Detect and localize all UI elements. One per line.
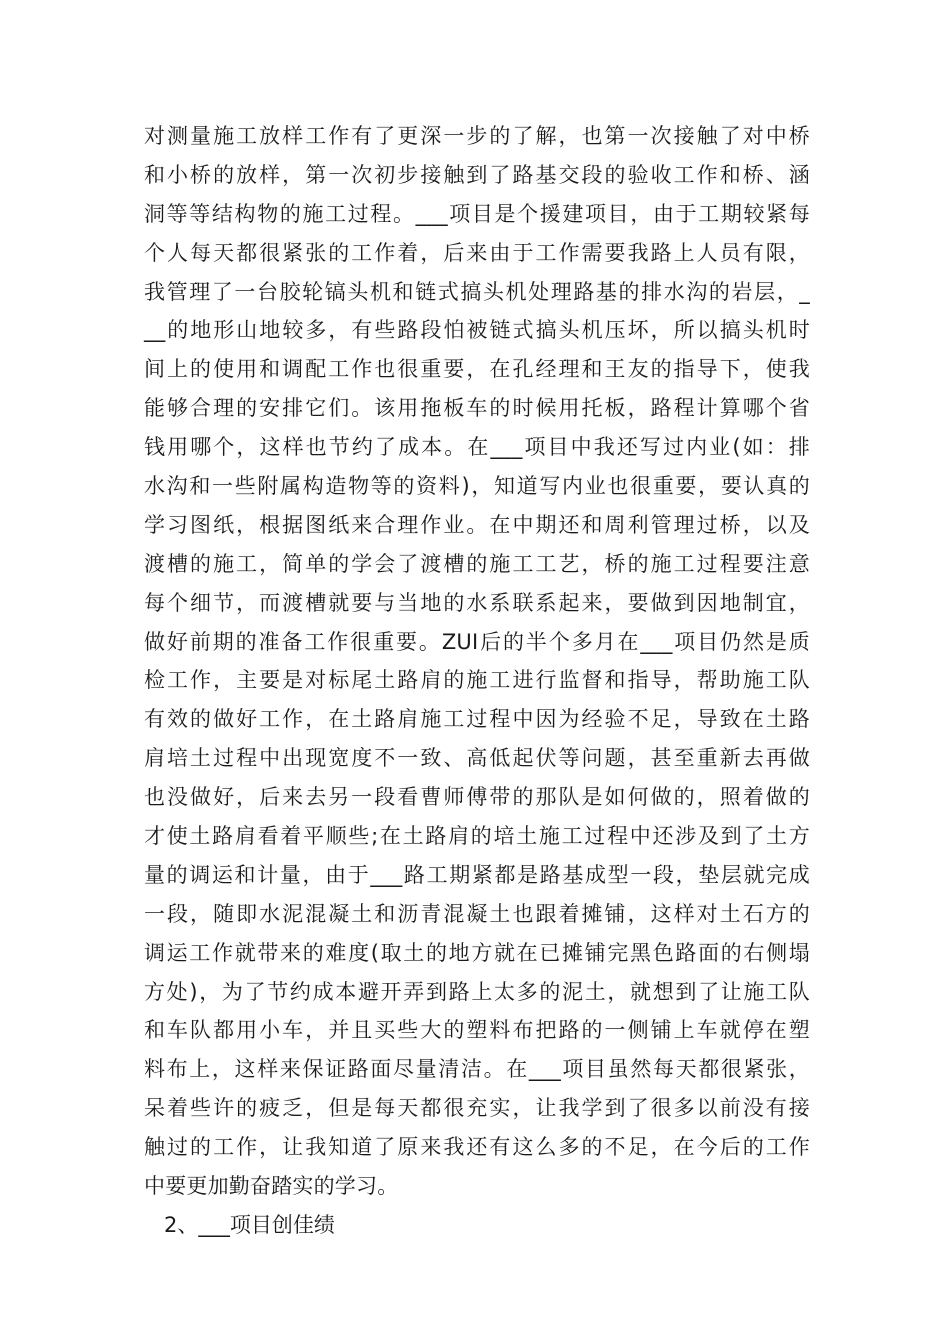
paragraph-line: 肩培土过程中出现宽度不一致、高低起伏等问题，甚至重新去再做 [144,746,810,771]
paragraph-line: 洞等等结构物的施工过程。___项目是个援建项目，由于工期较紧每 [144,201,810,226]
paragraph-line: 中要更加勤奋踏实的学习。 [144,1174,399,1199]
paragraph-line: 对测量施工放样工作有了更深一步的了解，也第一次接触了对中桥 [144,124,810,148]
paragraph-line: 和小桥的放样，第一次初步接触到了路基交段的验收工作和桥、涵 [144,162,810,187]
section-heading: 2、___项目创佳绩 [164,1212,335,1237]
paragraph-line: 我管理了一台胶轮镐头机和链式搞头机处理路基的排水沟的岩层，_ [144,279,810,304]
paragraph-line: 呆着些许的疲乏，但是每天都很充实，让我学到了很多以前没有接 [144,1096,810,1121]
paragraph-line: 量的调运和计量，由于___路工期紧都是路基成型一段，垫层就完成 [144,862,810,887]
paragraph-line: 水沟和一些附属构造物等的资料)，知道写内业也很重要，要认真的 [144,474,810,499]
paragraph-line: 有效的做好工作，在土路肩施工过程中因为经验不足，导致在土路 [144,707,810,732]
document-body [144,117,810,1245]
paragraph-line: 做好前期的准备工作很重要。ZUI后的半个多月在___项目仍然是质 [144,629,810,654]
paragraph-line: 检工作，主要是对标尾土路肩的施工进行监督和指导，帮助施工队 [144,668,810,693]
paragraph-line: 也没做好，后来去另一段看曹师傅带的那队是如何做的，照着做的 [144,785,810,810]
paragraph-line: 一段，随即水泥混凝土和沥青混凝土也跟着摊铺，这样对土石方的 [144,901,810,926]
paragraph-line: 料布上，这样来保证路面尽量清洁。在___项目虽然每天都很紧张， [144,1057,810,1082]
paragraph-line: 方处)，为了节约成本避开弄到路上太多的泥土，就想到了让施工队 [144,979,810,1004]
paragraph-line: 学习图纸，根据图纸来合理作业。在中期还和周利管理过桥，以及 [144,512,810,537]
paragraph-line: 和车队都用小车，并且买些大的塑料布把路的一侧铺上车就停在塑 [144,1018,810,1043]
paragraph-line: 间上的使用和调配工作也很重要，在孔经理和王友的指导下，使我 [144,357,810,382]
paragraph-line: 渡槽的施工，简单的学会了渡槽的施工工艺，桥的施工过程要注意 [144,551,810,576]
paragraph-line: 触过的工作，让我知道了原来我还有这么多的不足，在今后的工作 [144,1135,810,1160]
paragraph-line: 个人每天都很紧张的工作着，后来由于工作需要我路上人员有限， [144,240,810,265]
paragraph-line: 才使土路肩看着平顺些;在土路肩的培土施工过程中还涉及到了土方 [144,824,810,849]
paragraph-line: __的地形山地较多，有些路段怕被链式搞头机压坏，所以搞头机时 [144,318,810,343]
paragraph-line: 调运工作就带来的难度(取土的地方就在已摊铺完黑色路面的右侧塌 [144,940,810,965]
paragraph-line: 钱用哪个，这样也节约了成本。在___项目中我还写过内业(如：排 [144,435,810,460]
paragraph-line: 能够合理的安排它们。该用拖板车的时候用托板，路程计算哪个省 [144,396,810,421]
body-paragraph [144,117,810,1206]
paragraph-line: 每个细节，而渡槽就要与当地的水系联系起来，要做到因地制宜， [144,590,810,615]
